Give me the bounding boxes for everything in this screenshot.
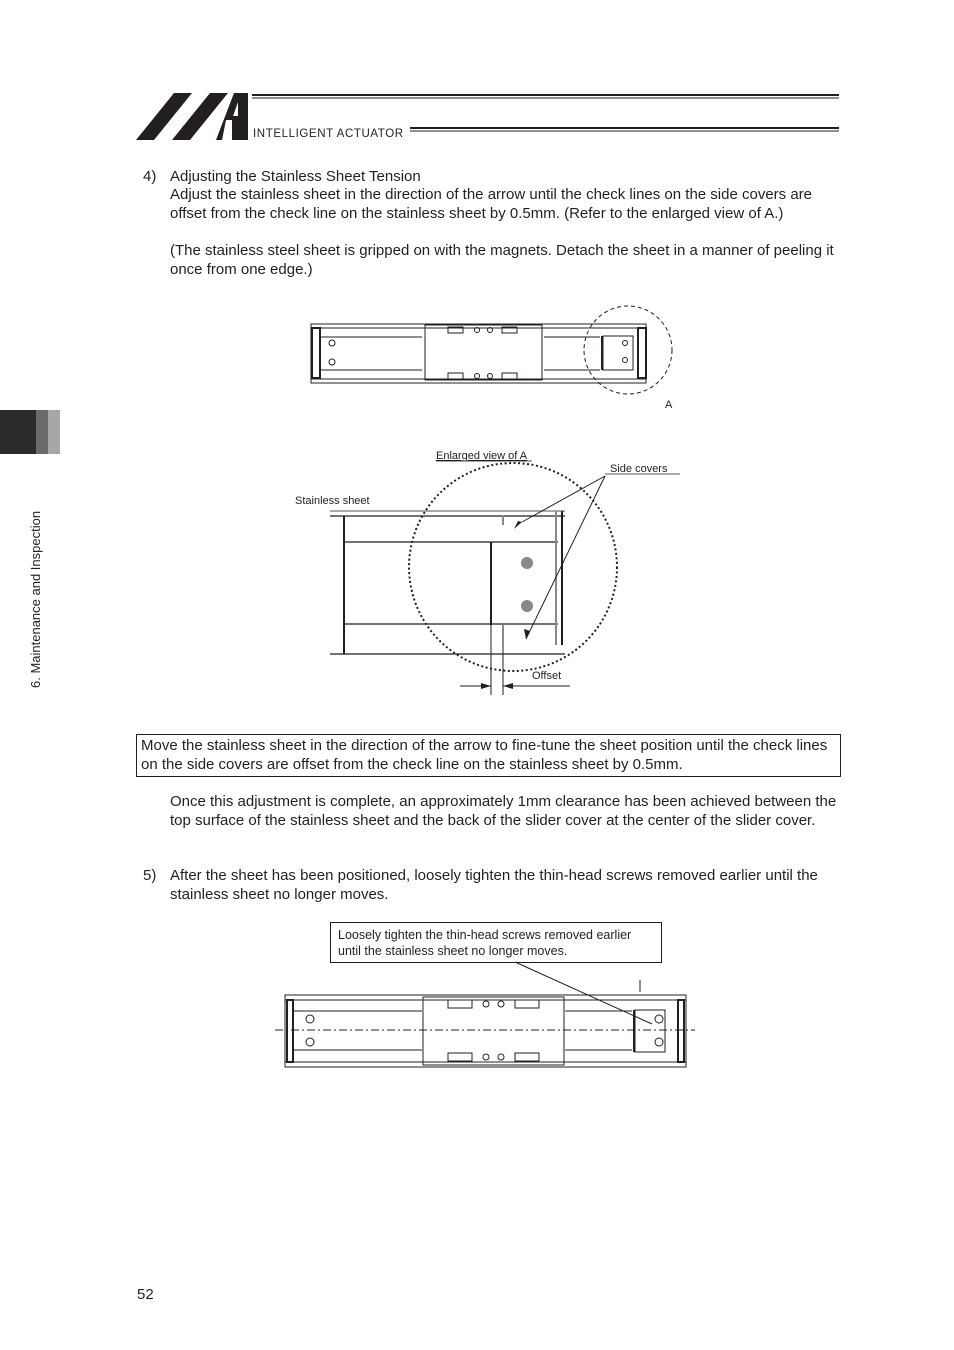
- step-paragraph: (The stainless steel sheet is gripped on with the magnets. Detach the sheet in a manner of peeling it once from one edge.): [170, 242, 834, 278]
- note-box: Move the stainless sheet in the direction of the arrow to fine-tune the sheet position until the check lines on the side covers are offset from the check line on the stainless sheet by 0.5mm.: [136, 734, 841, 777]
- page-number: 52: [137, 1286, 154, 1303]
- actuator-diagram: [300, 296, 700, 416]
- callout-box: Loosely tighten the thin-head screws removed earlier until the stainless sheet no longer moves.: [330, 922, 662, 963]
- adjustment-paragraph: Once this adjustment is complete, an approximately 1mm clearance has been achieved between the top surface of the stainless sheet and the back of the slider cover at the center of the slider cover.: [170, 793, 837, 829]
- enlarged-view-diagram: [280, 445, 700, 705]
- step-paragraph: After the sheet has been positioned, loosely tighten the thin-head screws removed earlier until the stainless sheet no longer moves.: [170, 867, 818, 903]
- label-a: A: [665, 399, 673, 411]
- step-number: 4): [143, 168, 157, 185]
- step-number: 5): [143, 867, 157, 884]
- enlarged-view-title: Enlarged view of A: [436, 450, 528, 462]
- iai-logo-icon: [136, 90, 252, 142]
- step-title: Adjusting the Stainless Sheet Tension: [170, 168, 421, 185]
- label-offset: Offset: [532, 670, 562, 682]
- chapter-tab: [0, 410, 60, 454]
- actuator-diagram: [270, 960, 700, 1075]
- label-side-covers: Side covers: [610, 463, 668, 475]
- step-paragraph: Adjust the stainless sheet in the direction of the arrow until the check lines on the side covers are offset from the check line on the stainless sheet by 0.5mm. (Refer to the enlarged view of A.): [170, 186, 813, 222]
- label-stainless-sheet: Stainless sheet: [295, 495, 370, 507]
- chapter-label: 6. Maintenance and Inspection: [28, 510, 43, 688]
- brand-name: INTELLIGENT ACTUATOR: [253, 128, 404, 140]
